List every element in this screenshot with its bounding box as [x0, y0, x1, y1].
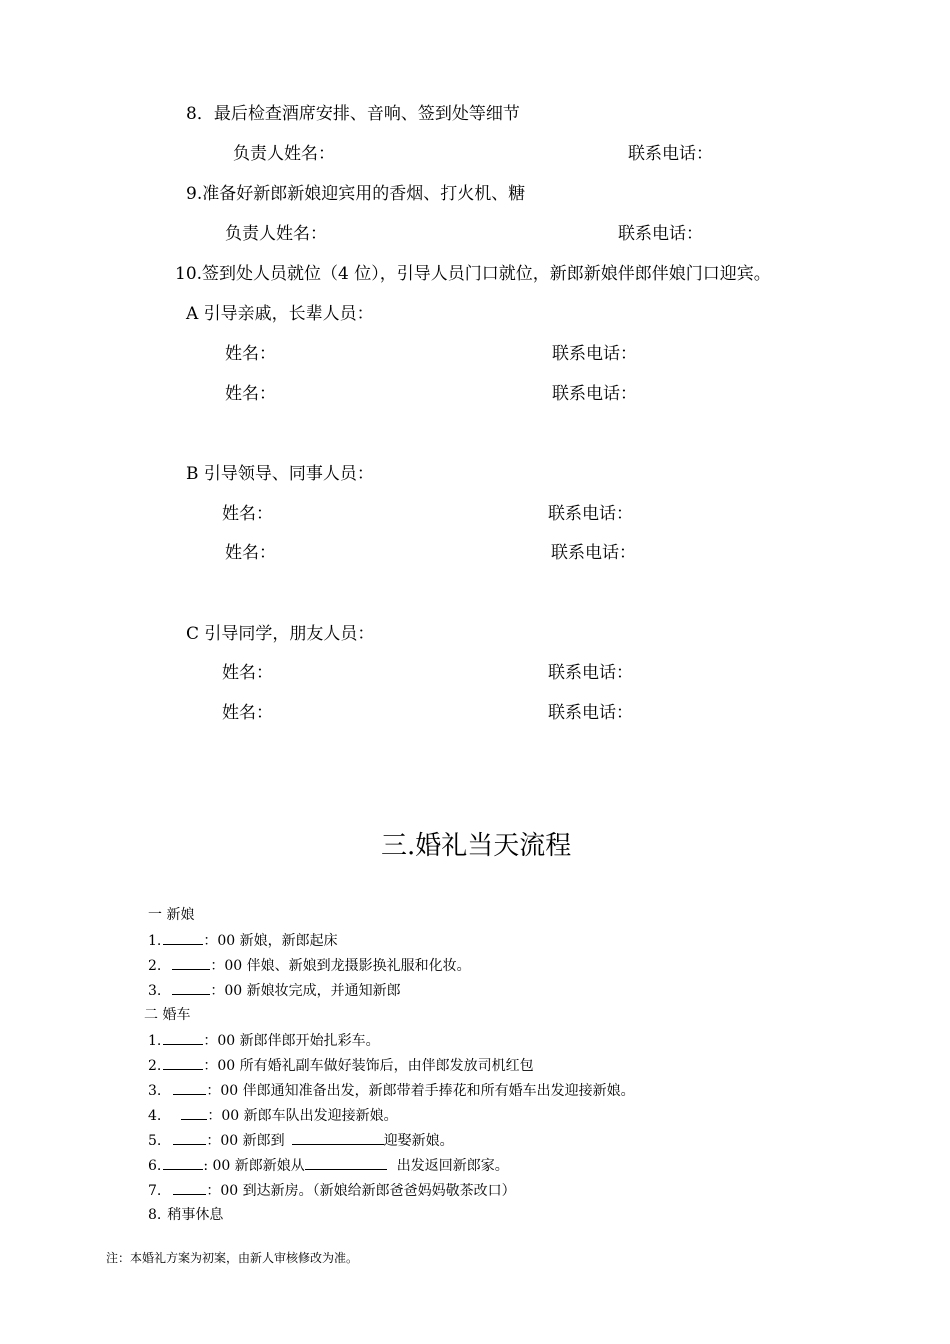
car-item-5: 5. ：00 新郎到 迎娶新娘。 — [148, 1130, 454, 1151]
item-9-person-label: 负责人姓名： — [225, 224, 327, 244]
car-item-1: 1. ：00 新郎伴郎开始扎彩车。 — [148, 1030, 380, 1051]
item-8: 8．最后检查酒席安排、音响、签到处等细节 — [186, 104, 520, 124]
bride-item-2: 2. ：00 伴娘、新娘到龙摄影换礼服和化妆。 — [148, 955, 471, 976]
group-c-name-2: 姓名： — [222, 703, 273, 723]
car-item-4: 4. ：00 新郎车队出发迎接新娘。 — [148, 1105, 398, 1126]
group-b-heading: B 引导领导、同事人员： — [186, 464, 374, 484]
group-a-heading: A 引导亲戚，长辈人员： — [186, 304, 374, 324]
group-c-phone-1: 联系电话： — [548, 663, 633, 683]
bride-item-3: 3. ：00 新娘妆完成，并通知新郎 — [148, 980, 401, 1001]
bride-item-1: 1. ：00 新娘，新郎起床 — [148, 930, 338, 951]
group-b-name-2: 姓名： — [225, 543, 276, 563]
group-a-phone-2: 联系电话： — [552, 384, 637, 404]
group-c-phone-2: 联系电话： — [548, 703, 633, 723]
section-title: 三.婚礼当天流程 — [381, 831, 572, 861]
car-item-7: 7. ：00 到达新房。（新娘给新郎爸爸妈妈敬茶改口） — [148, 1180, 516, 1201]
item-10: 10.签到处人员就位（4 位），引导人员门口就位，新郎新娘伴郎伴娘门口迎宾。 — [175, 264, 771, 284]
group-b-name-1: 姓名： — [222, 504, 273, 524]
item-8-phone-label: 联系电话： — [628, 144, 713, 164]
item-9-phone-label: 联系电话： — [618, 224, 703, 244]
car-heading: 二 婚车 — [144, 1007, 191, 1023]
group-b-phone-2: 联系电话： — [551, 543, 636, 563]
car-item-3: 3. ：00 伴郎通知准备出发，新郎带着手捧花和所有婚车出发迎接新娘。 — [148, 1080, 635, 1101]
group-a-phone-1: 联系电话： — [552, 344, 637, 364]
bride-heading: 一 新娘 — [148, 907, 195, 923]
group-a-name-2: 姓名： — [225, 384, 276, 404]
group-c-heading: C 引导同学，朋友人员： — [186, 624, 375, 644]
car-item-8: 8. 稍事休息 — [148, 1207, 224, 1223]
footer-note: 注：本婚礼方案为初案，由新人审核修改为准。 — [106, 1251, 359, 1265]
item-9: 9.准备好新郎新娘迎宾用的香烟、打火机、糖 — [186, 184, 526, 204]
group-c-name-1: 姓名： — [222, 663, 273, 683]
car-item-2: 2. ：00 所有婚礼副车做好装饰后，由伴郎发放司机红包 — [148, 1055, 534, 1076]
group-a-name-1: 姓名： — [225, 344, 276, 364]
item-8-person-label: 负责人姓名： — [233, 144, 335, 164]
group-b-phone-1: 联系电话： — [548, 504, 633, 524]
car-item-6: 6. : 00 新郎新娘从 出发返回新郎家。 — [148, 1155, 509, 1176]
